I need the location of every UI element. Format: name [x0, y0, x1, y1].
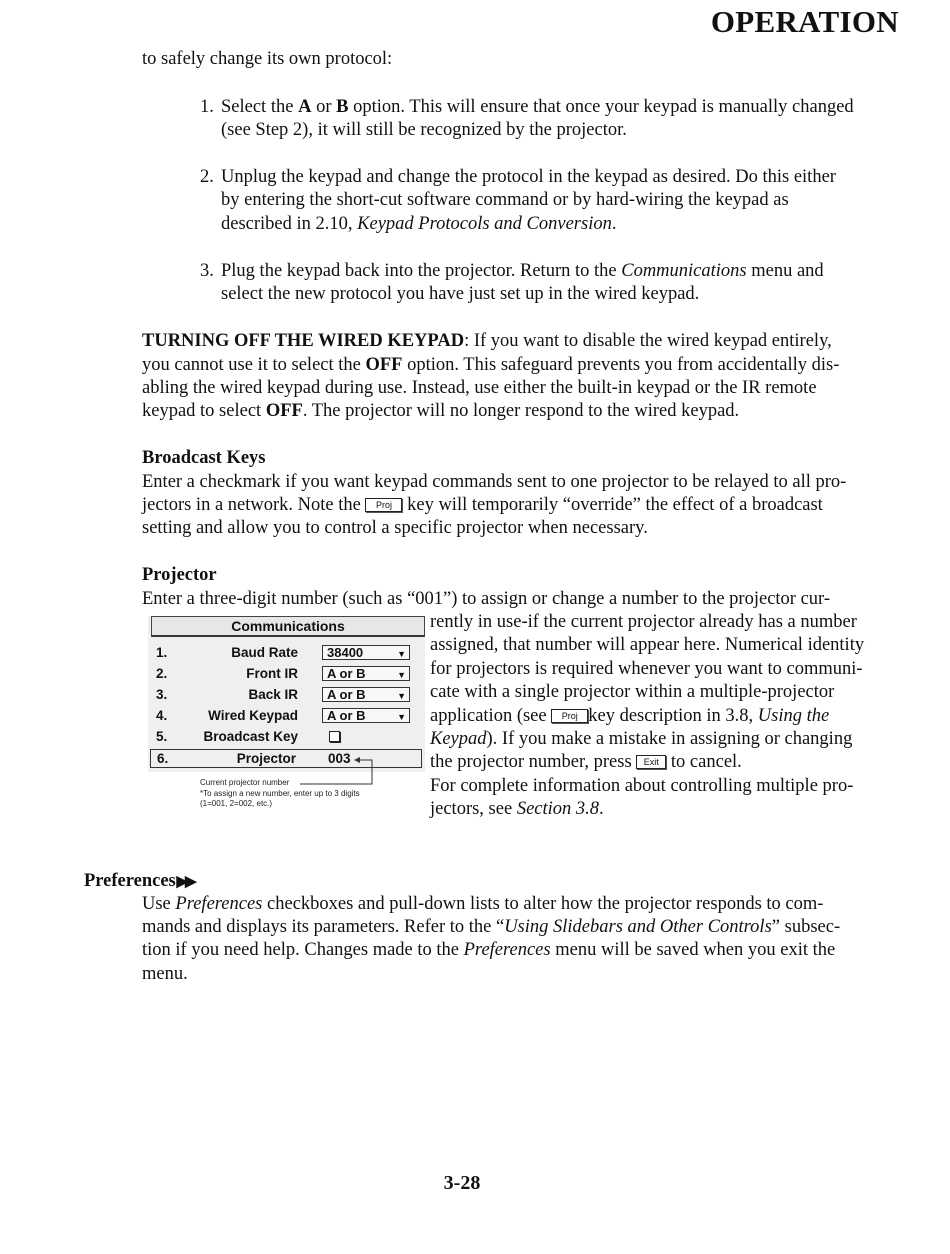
menu-row-wired-keypad[interactable]: [148, 706, 425, 727]
turning-off-line-1: TURNING OFF THE WIRED KEYPAD: If you want to disable the wired keypad entirely,: [142, 331, 832, 351]
projector-line-r1: rently in use-if the current projector already has a number: [430, 612, 857, 632]
step-2-line-1: Unplug the keypad and change the protocol in the keypad as desired. Do this either: [221, 167, 836, 187]
preferences-line-2: mands and displays its parameters. Refer to the “Using Slidebars and Other Controls” subsec-: [142, 917, 841, 937]
proj-key-icon: Proj: [551, 709, 588, 723]
dropdown-arrow-icon: ▼: [397, 712, 406, 722]
menu-row-projector[interactable]: [150, 749, 422, 768]
menu-row-number: 2.: [156, 666, 168, 681]
page-header-title: OPERATION: [710, 4, 899, 39]
baud-rate-select[interactable]: 38400 ▼: [322, 645, 410, 660]
menu-row-label: Broadcast Key: [203, 729, 298, 744]
step-3-number: 3.: [200, 261, 214, 281]
turning-off-line-4: keypad to select OFF. The projector will no longer respond to the wired keypad.: [142, 401, 740, 421]
projector-line-r8: For complete information about controlling multiple pro-: [430, 776, 854, 796]
projector-line-r2: assigned, that number will appear here. Numerical identity: [430, 635, 865, 655]
exit-key-icon: Exit: [636, 755, 666, 769]
projector-line-r9: jectors, see Section 3.8.: [430, 799, 604, 819]
menu-row-broadcast-key[interactable]: [148, 727, 425, 748]
front-ir-select[interactable]: A or B ▼: [322, 666, 410, 681]
dropdown-arrow-icon: ▼: [397, 691, 406, 701]
intro-text: to safely change its own protocol:: [142, 49, 393, 69]
step-3-line-2: select the new protocol you have just set up in the wired keypad.: [221, 284, 700, 304]
menu-row-label: Baud Rate: [231, 645, 298, 660]
projector-line-1: Enter a three-digit number (such as “001”) to assign or change a number to the projector cur-: [142, 589, 830, 609]
step-1-line-1: Select the A or B option. This will ensure that once your keypad is manually changed: [221, 97, 854, 117]
preferences-line-4: menu.: [142, 964, 188, 984]
menu-row-back-ir[interactable]: [148, 685, 425, 706]
proj-key-icon: Proj: [365, 498, 402, 512]
menu-caption-assign-note: *To assign a new number, enter up to 3 digits: [200, 789, 360, 798]
menu-row-number: 5.: [156, 729, 168, 744]
menu-caption-current-number: Current projector number: [200, 778, 290, 787]
projector-line-r6: Keypad). If you make a mistake in assigning or changing: [430, 729, 853, 749]
menu-row-number: 6.: [157, 751, 169, 766]
step-3-line-1: Plug the keypad back into the projector. Return to the Communications menu and: [221, 261, 824, 281]
page-number: 3-28: [443, 1172, 481, 1194]
menu-caption-example: (1=001, 2=002, etc.): [200, 799, 273, 808]
turning-off-heading: TURNING OFF THE WIRED KEYPAD: [142, 331, 465, 351]
dropdown-arrow-icon: ▼: [397, 670, 406, 680]
step-2-line-3: described in 2.10, Keypad Protocols and Conversion.: [221, 214, 617, 234]
projector-number-value[interactable]: 003: [328, 751, 351, 766]
broadcast-line-3: setting and allow you to control a specific projector when necessary.: [142, 518, 648, 538]
dropdown-arrow-icon: ▼: [397, 649, 406, 659]
projector-line-r5: application (see Proj key description in 3.8, Using the: [430, 706, 830, 726]
preferences-heading: Preferences ▶▶: [84, 871, 194, 891]
broadcast-line-2: jectors in a network. Note the Proj key will temporarily “override” the effect of a broadcast: [142, 495, 823, 515]
back-ir-select[interactable]: A or B ▼: [322, 687, 410, 702]
wired-keypad-select[interactable]: A or B ▼: [322, 708, 410, 723]
double-arrow-icon: ▶▶: [175, 874, 194, 890]
menu-title: Communications: [151, 616, 425, 637]
communications-menu: [148, 616, 425, 772]
broadcast-key-checkbox[interactable]: [329, 731, 340, 742]
menu-row-label: Back IR: [248, 687, 298, 702]
projector-line-r3: for projectors is required whenever you want to communi-: [430, 659, 863, 679]
menu-row-front-ir[interactable]: [148, 664, 425, 685]
menu-row-baud-rate[interactable]: [148, 643, 425, 664]
menu-row-number: 3.: [156, 687, 168, 702]
step-1-number: 1.: [200, 97, 214, 117]
broadcast-keys-heading: Broadcast Keys: [142, 448, 266, 468]
step-2-number: 2.: [200, 167, 214, 187]
broadcast-line-1: Enter a checkmark if you want keypad commands sent to one projector to be relayed to all pro-: [142, 472, 847, 492]
preferences-line-3: tion if you need help. Changes made to the Preferences menu will be saved when you exit the: [142, 940, 836, 960]
turning-off-line-3: abling the wired keypad during use. Instead, use either the built-in keypad or the IR remote: [142, 378, 817, 398]
menu-row-label: Front IR: [246, 666, 298, 681]
projector-line-r4: cate with a single projector within a multiple-projector: [430, 682, 835, 702]
step-2-line-2: by entering the short-cut software command or by hard-wiring the keypad as: [221, 190, 789, 210]
projector-line-r7: the projector number, press Exit to cancel.: [430, 752, 742, 772]
step-1-line-2: (see Step 2), it will still be recognized by the projector.: [221, 120, 627, 140]
menu-row-label: Wired Keypad: [208, 708, 298, 723]
projector-heading: Projector: [142, 565, 217, 585]
menu-row-number: 4.: [156, 708, 168, 723]
menu-row-number: 1.: [156, 645, 168, 660]
preferences-line-1: Use Preferences checkboxes and pull-down lists to alter how the projector responds to com-: [142, 894, 824, 914]
menu-row-label: Projector: [236, 751, 296, 766]
callout-arrow-icon: [296, 754, 376, 786]
turning-off-line-2: you cannot use it to select the OFF option. This safeguard prevents you from accidentally dis-: [142, 355, 840, 375]
